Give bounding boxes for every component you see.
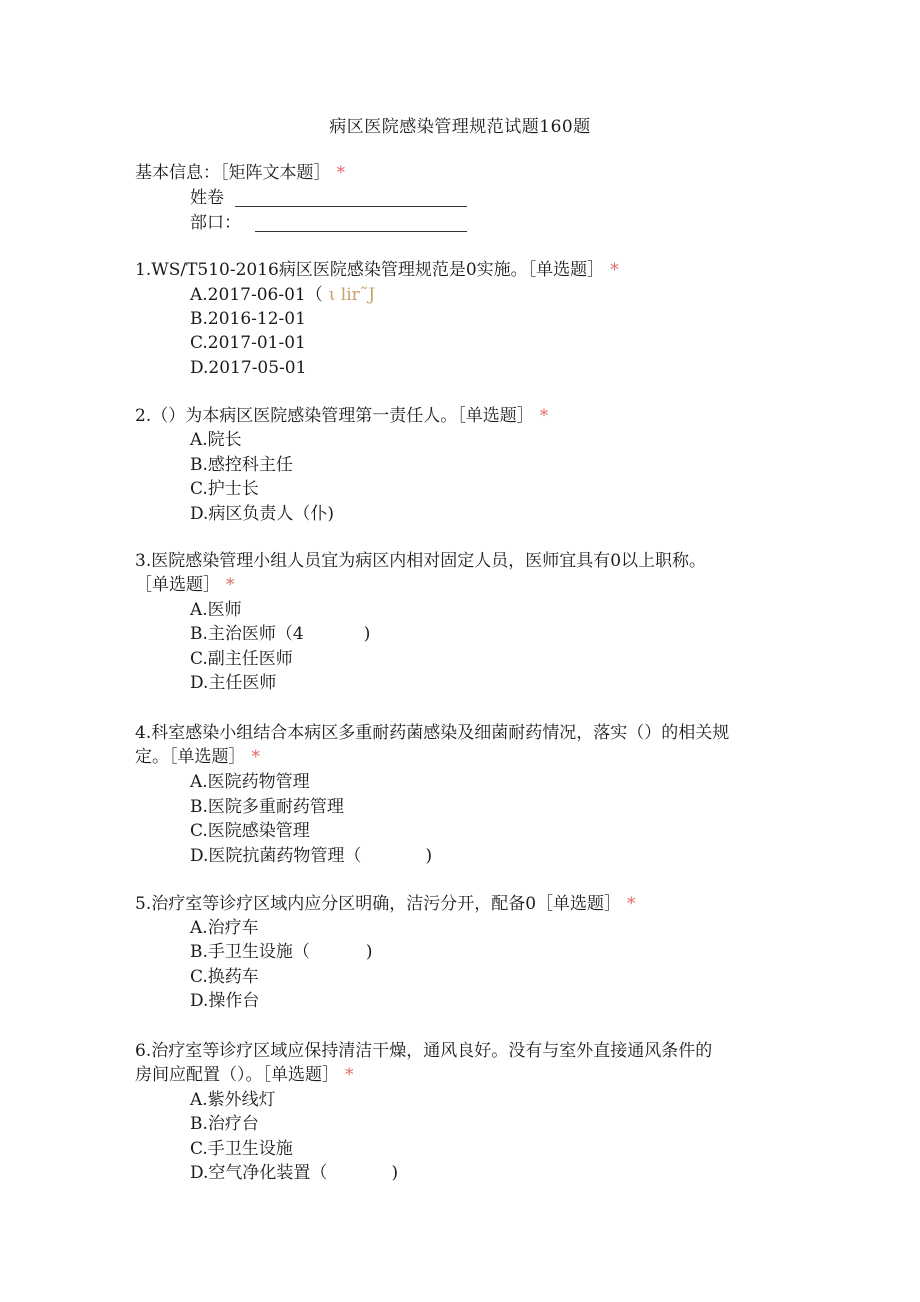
question-2-option-a[interactable]: A.院长 — [190, 430, 242, 450]
question-4-option-b[interactable]: B.医院多重耐药管理 — [190, 797, 344, 817]
question-5 — [135, 892, 785, 916]
question-6-option-b[interactable]: B.治疗台 — [190, 1114, 259, 1134]
basic-info-header — [135, 160, 345, 186]
question-1-text: 1.WS/T510-2016病区医院感染管理规范是0实施。［单选题］ — [135, 260, 605, 280]
name-input-line[interactable] — [235, 206, 467, 207]
question-1-option-c[interactable]: C.2017-01-01 — [190, 333, 306, 353]
required-star: * — [345, 1065, 354, 1085]
question-6-text-line2: 房间应配置（）。［单选题］ — [135, 1065, 339, 1085]
question-4-option-c[interactable]: C.医院感染管理 — [190, 821, 310, 841]
question-3-text-line2: ［单选题］ — [135, 575, 220, 595]
question-5-text: 5.治疗室等诊疗区域内应分区明确，洁污分开，配备0［单选题］ — [135, 894, 622, 914]
question-2-option-d[interactable]: D.病区负责人（仆) — [190, 504, 335, 524]
question-4-text-line2: 定。［单选题］ — [135, 747, 246, 767]
question-1 — [135, 258, 785, 282]
question-2 — [135, 404, 785, 428]
required-star: * — [336, 163, 345, 183]
question-1-option-a[interactable]: A.2017-06-01（ ι lir˜J — [190, 285, 376, 305]
question-6-option-d[interactable]: D.空气净化装置（ ) — [190, 1163, 399, 1183]
question-5-option-c[interactable]: C.换药车 — [190, 967, 259, 987]
question-1-option-d[interactable]: D.2017-05-01 — [190, 358, 307, 378]
basic-info-label: 基本信息：［矩阵文本题］ — [135, 163, 331, 183]
dept-field-label: 部口： — [190, 213, 241, 233]
question-2-option-b[interactable]: B.感控科主任 — [190, 455, 293, 475]
required-star: * — [610, 260, 619, 280]
required-star: * — [226, 575, 235, 595]
dept-field-row — [190, 211, 241, 235]
question-2-text: 2.（）为本病区医院感染管理第一责任人。［单选题］ — [135, 406, 534, 426]
required-star: * — [539, 406, 549, 426]
question-2-option-c[interactable]: C.护士长 — [190, 479, 259, 499]
name-field-row — [190, 186, 224, 210]
question-3-text: 3.医院感染管理小组人员宜为病区内相对固定人员，医师宜具有0以上职称。 — [135, 551, 707, 571]
question-5-option-a[interactable]: A.治疗车 — [190, 918, 259, 938]
required-star: * — [627, 894, 636, 914]
question-5-option-b[interactable]: B.手卫生设施（ ) — [190, 942, 373, 962]
question-4-option-a[interactable]: A.医院药物管理 — [190, 772, 310, 792]
dept-input-line[interactable] — [255, 231, 467, 232]
question-4 — [135, 721, 785, 769]
question-3 — [135, 549, 785, 597]
question-6-text: 6.治疗室等诊疗区域应保持清洁干燥，通风良好。没有与室外直接通风条件的 — [135, 1041, 713, 1061]
question-3-option-c[interactable]: C.副主任医师 — [190, 649, 293, 669]
question-4-text: 4.科室感染小组结合本病区多重耐药菌感染及细菌耐药情况，落实（）的相关规 — [135, 723, 730, 743]
required-star: * — [251, 747, 260, 767]
question-1-option-b[interactable]: B.2016-12-01 — [190, 309, 306, 329]
name-field-label: 姓卷 — [190, 188, 224, 208]
question-4-option-d[interactable]: D.医院抗菌药物管理（ ) — [190, 846, 433, 866]
question-6 — [135, 1039, 785, 1087]
question-3-option-b[interactable]: B.主治医师（4 ) — [190, 624, 371, 644]
scan-artifact-note: ι lir˜J — [328, 285, 376, 305]
question-3-option-d[interactable]: D.主任医师 — [190, 673, 277, 693]
page-title: 病区医院感染管理规范试题160题 — [329, 117, 591, 137]
question-6-option-c[interactable]: C.手卫生设施 — [190, 1139, 293, 1159]
question-5-option-d[interactable]: D.操作台 — [190, 991, 260, 1011]
question-3-option-a[interactable]: A.医师 — [190, 600, 242, 620]
question-6-option-a[interactable]: A.紫外线灯 — [190, 1090, 276, 1110]
